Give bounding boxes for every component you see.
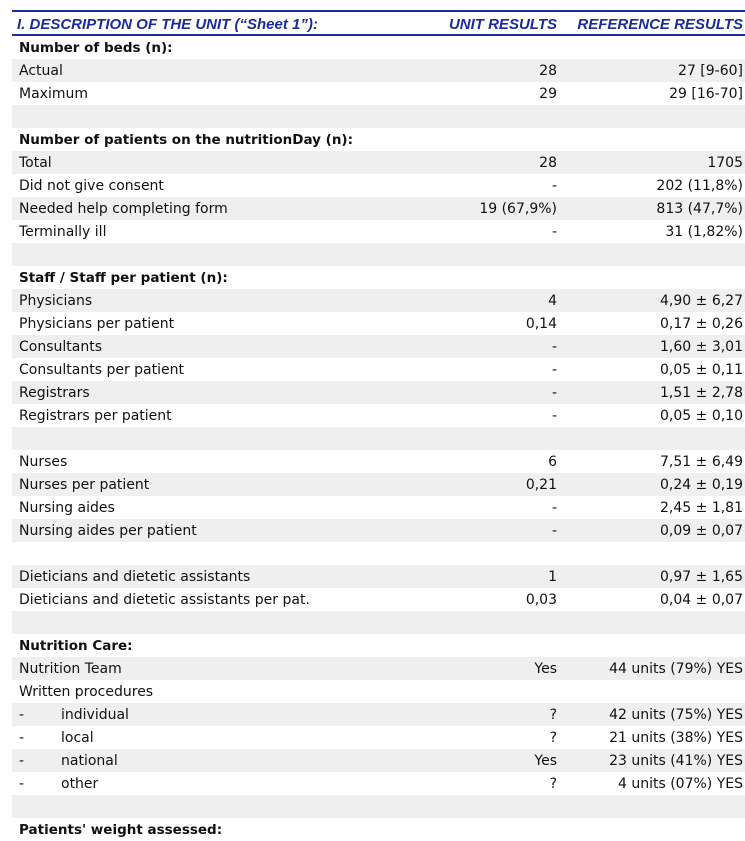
reference-result-cell: 31 (1,82%) bbox=[665, 223, 743, 240]
row-label: Consultants bbox=[19, 338, 102, 355]
table-row bbox=[12, 680, 745, 703]
reference-result-cell: 4 units (07%) YES bbox=[617, 775, 743, 792]
section-heading-row bbox=[12, 818, 745, 841]
table-row bbox=[12, 151, 745, 174]
row-label-text: local bbox=[61, 729, 94, 746]
unit-result-cell: 28 bbox=[539, 154, 557, 171]
unit-result-cell: Yes bbox=[534, 752, 557, 769]
unit-result-cell: ? bbox=[549, 706, 557, 723]
spacer-row bbox=[12, 105, 745, 128]
section-heading: Number of beds (n): bbox=[19, 39, 173, 56]
reference-result-cell: 42 units (75%) YES bbox=[609, 706, 743, 723]
reference-result-cell: 29 [16-70] bbox=[669, 85, 743, 102]
spacer-row bbox=[12, 243, 745, 266]
reference-result-cell: 1,60 ± 3,01 bbox=[660, 338, 743, 355]
table-header bbox=[12, 10, 745, 36]
reference-results-header: REFERENCE RESULTS bbox=[577, 16, 743, 33]
row-label: Nurses per patient bbox=[19, 476, 150, 493]
row-label-text: national bbox=[61, 752, 118, 769]
reference-result-cell: 0,24 ± 0,19 bbox=[660, 476, 743, 493]
table-row bbox=[12, 772, 745, 795]
spacer-row bbox=[12, 795, 745, 818]
section-heading-row bbox=[12, 36, 745, 59]
unit-results-header: UNIT RESULTS bbox=[448, 16, 557, 33]
table-row bbox=[12, 749, 745, 772]
unit-result-cell: - bbox=[551, 338, 557, 355]
row-label bbox=[12, 707, 429, 723]
unit-result-cell: - bbox=[551, 177, 557, 194]
table-row bbox=[12, 197, 745, 220]
reference-result-cell: 0,09 ± 0,07 bbox=[660, 522, 743, 539]
table-row bbox=[12, 519, 745, 542]
unit-result-cell: ? bbox=[549, 775, 557, 792]
row-label: Nursing aides per patient bbox=[19, 522, 197, 539]
results-table bbox=[12, 36, 745, 841]
row-label: Did not give consent bbox=[19, 177, 164, 194]
table-row bbox=[12, 220, 745, 243]
list-dash: - bbox=[19, 706, 25, 723]
table-row bbox=[12, 381, 745, 404]
reference-result-cell: 44 units (79%) YES bbox=[609, 660, 743, 677]
unit-result-cell: 19 (67,9%) bbox=[479, 200, 557, 217]
row-label: Maximum bbox=[19, 85, 88, 102]
row-label: Registrars bbox=[19, 384, 90, 401]
table-row bbox=[12, 496, 745, 519]
reference-result-cell: 0,17 ± 0,26 bbox=[660, 315, 743, 332]
unit-result-cell: 28 bbox=[539, 62, 557, 79]
row-label: Needed help completing form bbox=[19, 200, 228, 217]
reference-result-cell: 1705 bbox=[707, 154, 743, 171]
table-row bbox=[12, 473, 745, 496]
unit-result-cell: - bbox=[551, 522, 557, 539]
row-label bbox=[12, 753, 429, 769]
section-heading-row bbox=[12, 266, 745, 289]
reference-result-cell: 2,45 ± 1,81 bbox=[660, 499, 743, 516]
spacer-row bbox=[12, 427, 745, 450]
section-heading: Patients' weight assessed: bbox=[19, 821, 223, 838]
table-row bbox=[12, 312, 745, 335]
row-label: Physicians per patient bbox=[19, 315, 175, 332]
row-label: Consultants per patient bbox=[19, 361, 184, 378]
table-row bbox=[12, 726, 745, 749]
row-label: Written procedures bbox=[19, 683, 154, 700]
reference-result-cell: 0,97 ± 1,65 bbox=[660, 568, 743, 585]
row-label: Terminally ill bbox=[19, 223, 107, 240]
unit-result-cell: 0,21 bbox=[525, 476, 557, 493]
report-page bbox=[12, 0, 745, 841]
table-row bbox=[12, 404, 745, 427]
unit-result-cell: - bbox=[551, 499, 557, 516]
row-label: Nurses bbox=[19, 453, 68, 470]
list-dash: - bbox=[19, 775, 25, 792]
table-row bbox=[12, 289, 745, 312]
reference-result-cell: 4,90 ± 6,27 bbox=[660, 292, 743, 309]
reference-result-cell: 202 (11,8%) bbox=[656, 177, 743, 194]
row-label: Nutrition Team bbox=[19, 660, 122, 677]
row-label-text: individual bbox=[61, 706, 129, 723]
spacer-row bbox=[12, 542, 745, 565]
section-heading: Number of patients on the nutritionDay (n): bbox=[19, 131, 353, 148]
table-row bbox=[12, 174, 745, 197]
unit-result-cell: Yes bbox=[534, 660, 557, 677]
row-label: Physicians bbox=[19, 292, 93, 309]
reference-result-cell: 0,05 ± 0,11 bbox=[660, 361, 743, 378]
unit-result-cell: - bbox=[551, 384, 557, 401]
section-heading: Staff / Staff per patient (n): bbox=[19, 269, 228, 286]
reference-result-cell: 27 [9-60] bbox=[678, 62, 743, 79]
section-heading-row bbox=[12, 128, 745, 151]
reference-result-cell: 0,04 ± 0,07 bbox=[660, 591, 743, 608]
row-label: Registrars per patient bbox=[19, 407, 172, 424]
table-row bbox=[12, 703, 745, 726]
unit-result-cell: 29 bbox=[539, 85, 557, 102]
row-label: Actual bbox=[19, 62, 63, 79]
section-heading: Nutrition Care: bbox=[19, 637, 133, 654]
unit-result-cell: - bbox=[551, 407, 557, 424]
unit-result-cell: ? bbox=[549, 729, 557, 746]
row-label bbox=[12, 730, 429, 746]
reference-result-cell: 0,05 ± 0,10 bbox=[660, 407, 743, 424]
spacer-row bbox=[12, 611, 745, 634]
reference-result-cell: 21 units (38%) YES bbox=[609, 729, 743, 746]
unit-result-cell: - bbox=[551, 361, 557, 378]
row-label: Nursing aides bbox=[19, 499, 115, 516]
table-row bbox=[12, 450, 745, 473]
section-title: I. DESCRIPTION OF THE UNIT (“Sheet 1”): bbox=[17, 16, 318, 33]
list-dash: - bbox=[19, 752, 25, 769]
unit-result-cell: 0,14 bbox=[525, 315, 557, 332]
row-label: Total bbox=[19, 154, 52, 171]
table-row bbox=[12, 59, 745, 82]
table-row bbox=[12, 565, 745, 588]
list-dash: - bbox=[19, 729, 25, 746]
unit-result-cell: - bbox=[551, 223, 557, 240]
unit-result-cell: 0,03 bbox=[525, 591, 557, 608]
row-label: Dieticians and dietetic assistants bbox=[19, 568, 251, 585]
unit-result-cell: 6 bbox=[548, 453, 557, 470]
row-label bbox=[12, 776, 429, 792]
row-label-text: other bbox=[61, 775, 99, 792]
table-row bbox=[12, 82, 745, 105]
table-row bbox=[12, 588, 745, 611]
section-heading-row bbox=[12, 634, 745, 657]
reference-result-cell: 813 (47,7%) bbox=[656, 200, 743, 217]
reference-result-cell: 23 units (41%) YES bbox=[609, 752, 743, 769]
table-row bbox=[12, 358, 745, 381]
table-row bbox=[12, 335, 745, 358]
reference-result-cell: 1,51 ± 2,78 bbox=[660, 384, 743, 401]
unit-result-cell: 1 bbox=[548, 568, 557, 585]
table-row bbox=[12, 657, 745, 680]
reference-result-cell: 7,51 ± 6,49 bbox=[660, 453, 743, 470]
unit-result-cell: 4 bbox=[548, 292, 557, 309]
row-label: Dieticians and dietetic assistants per pat. bbox=[19, 591, 310, 608]
